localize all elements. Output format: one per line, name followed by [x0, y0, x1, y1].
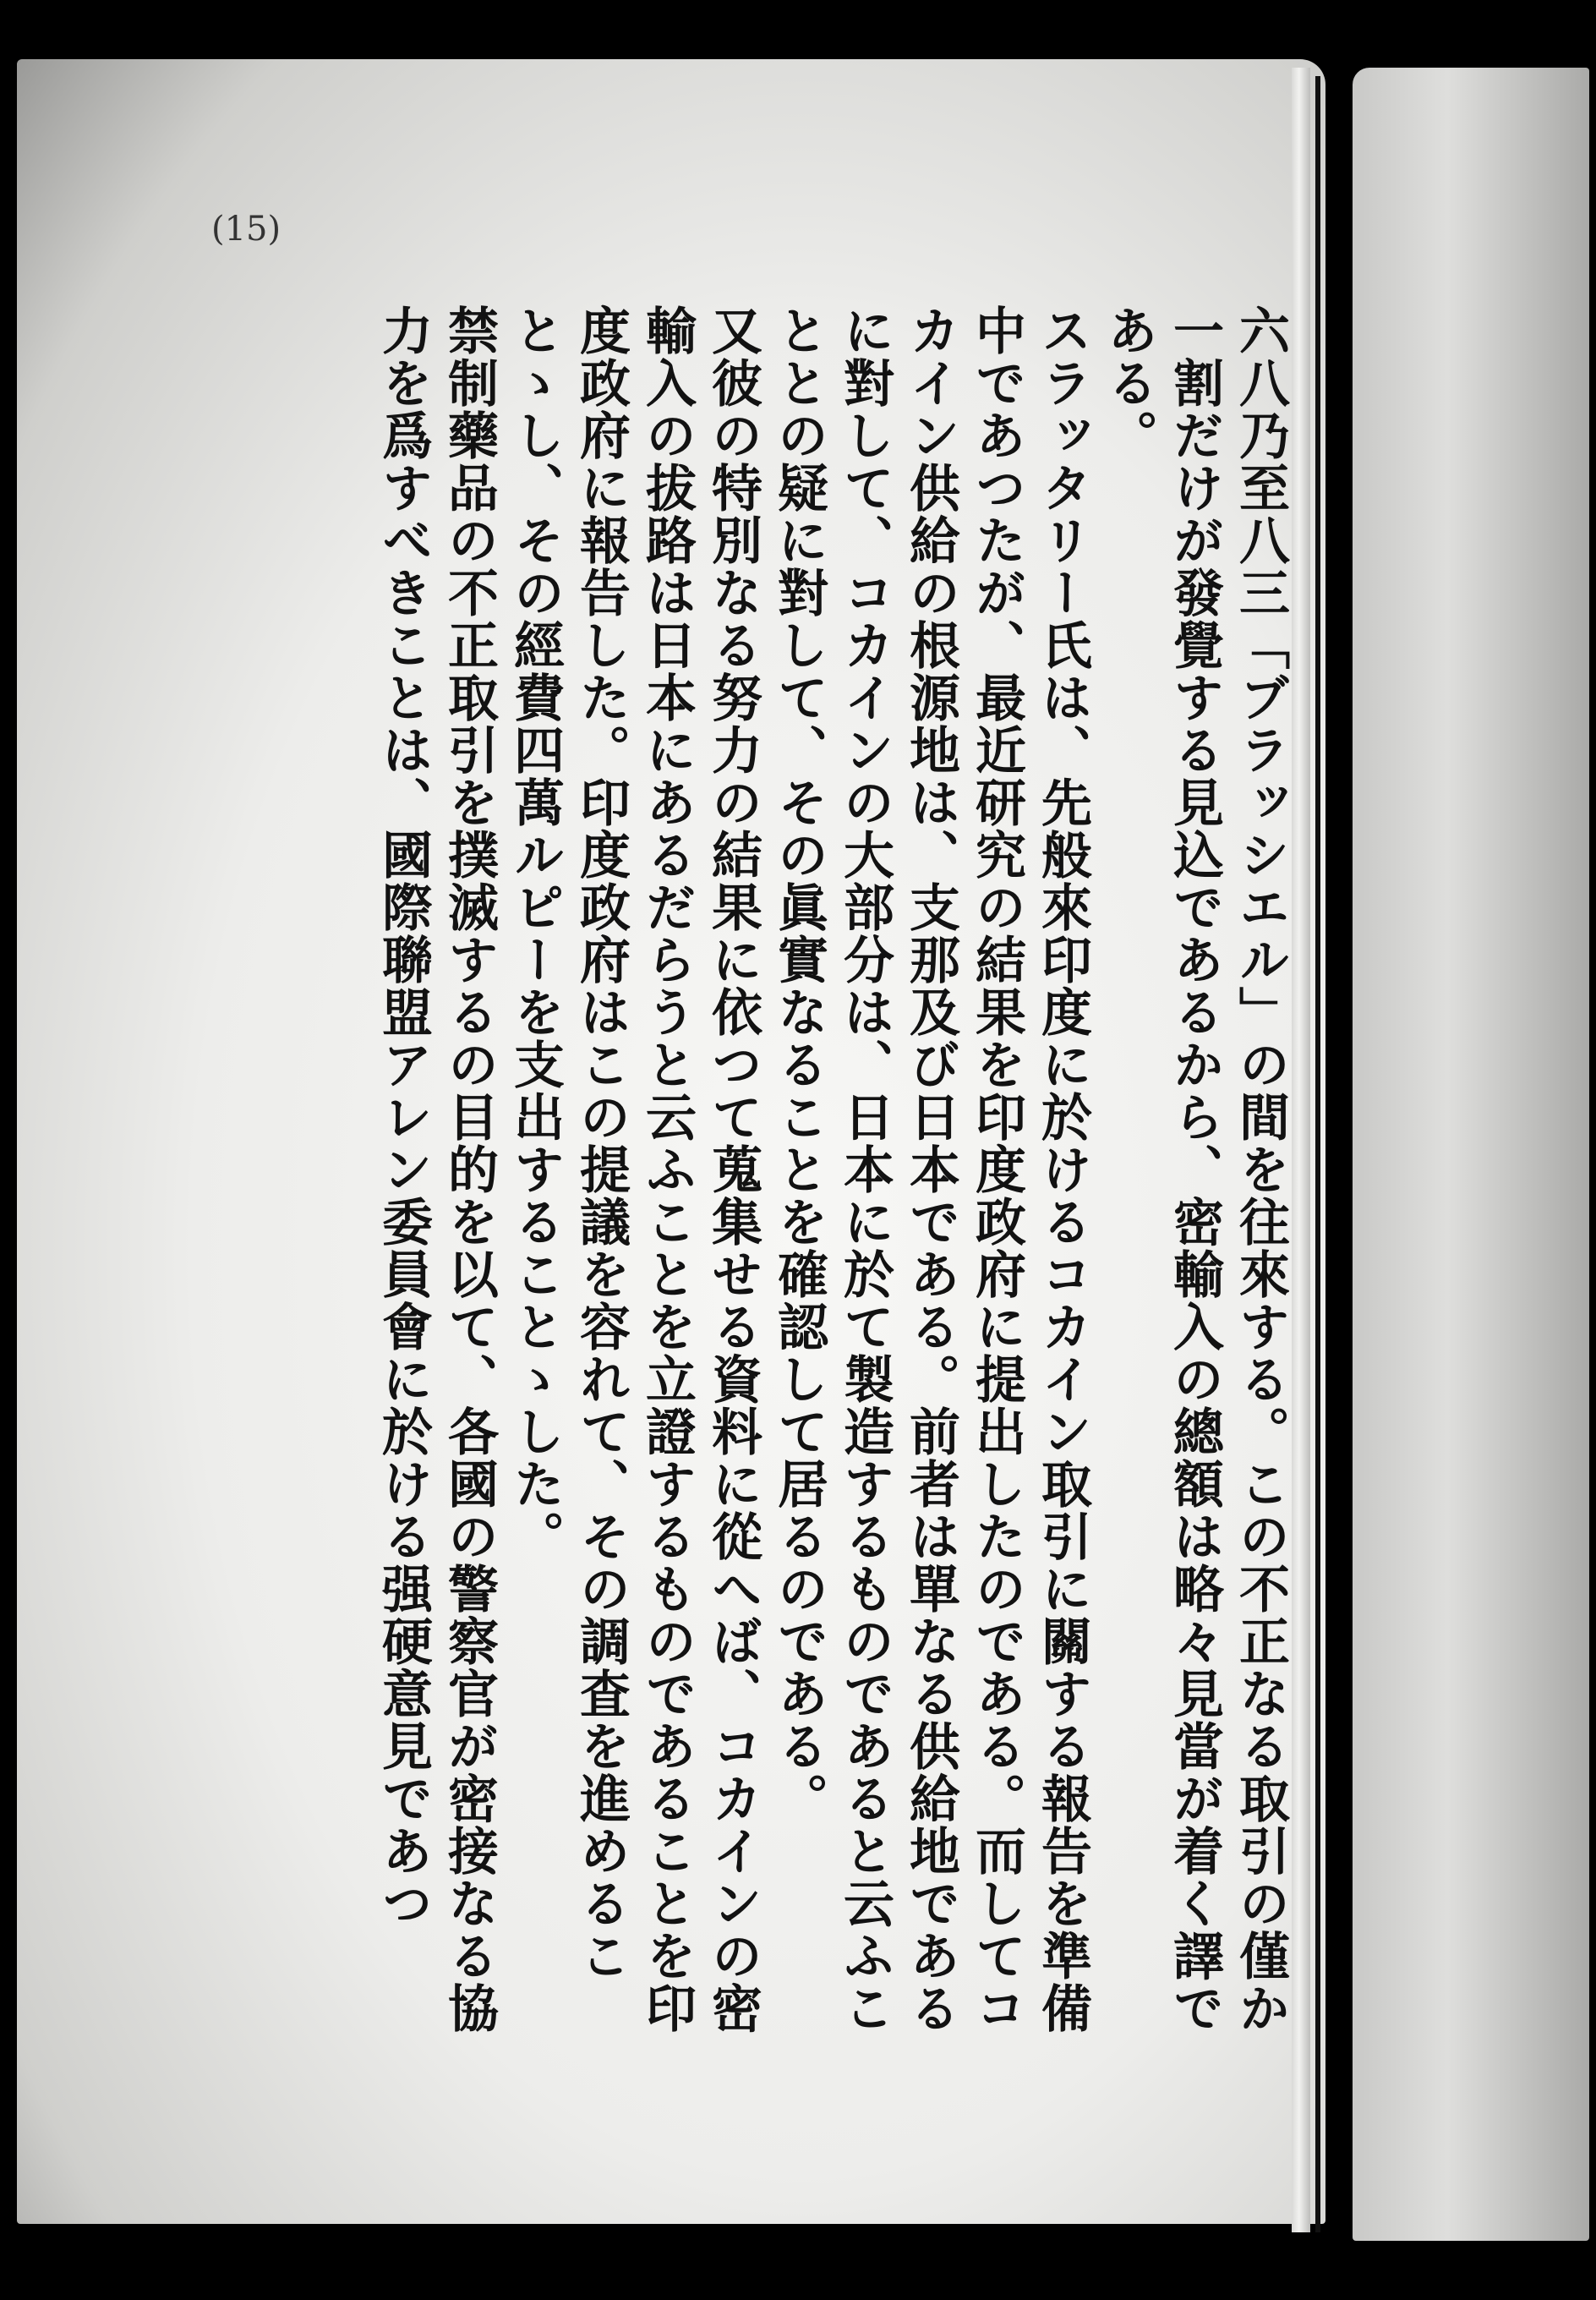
spine-shadow	[1315, 76, 1320, 2232]
paragraph: 六八乃至八三「ブラッシエル」の間を往來する。この不正なる取引の僅か一割だけが發覺する見込であるから、密輸入の總額は略々見當が着く譯である。	[1099, 304, 1290, 2034]
paragraph: スラッタリー氏は、先般來印度に於けるコカイン取引に關する報告を準備中であつたが、最近研究の結果を印度政府に提出したのである。而してコカイン供給の根源地は、支那及び日本である。前者は單なる供給地であるに對して、コカインの大部分は、日本に於て製造するものであると云ふこととの疑に對して、その眞實なることを確認して居るのである。	[769, 304, 1092, 2034]
page-number: (15)	[211, 210, 281, 249]
page-edge	[1292, 68, 1310, 2232]
body-text	[194, 304, 1293, 2080]
paragraph: 禁制藥品の不正取引を撲滅するの目的を以て、各國の警察官が密接なる協力を爲すべきことは、國際聯盟アレン委員會に於ける强硬意見であつ	[374, 304, 499, 2034]
paragraph: 又彼の特別なる努力の結果に依つて蒐集せる資料に從へば、コカインの密輸入の拔路は日本にあるだらうと云ふことを立證するものであることを印度政府に報告した。印度政府はこの提議を容れて、その調査を進めることゝし、その經費四萬ルピーを支出することゝした。	[506, 304, 762, 2034]
adjacent-page	[1353, 68, 1589, 2241]
